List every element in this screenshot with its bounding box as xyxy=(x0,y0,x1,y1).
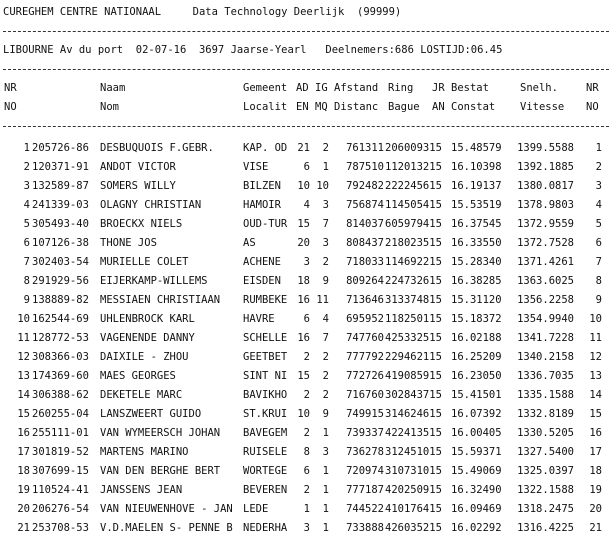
rank-cell: 12 xyxy=(17,351,30,363)
time-cell: 16.38285 xyxy=(451,275,502,287)
rank-cell: 17 xyxy=(17,446,30,458)
distance-cell: 809264 xyxy=(346,275,384,287)
speed-cell: 1336.7035 xyxy=(517,370,574,382)
speed-cell: 1340.2158 xyxy=(517,351,574,363)
time-cell: 16.10398 xyxy=(451,161,502,173)
ring-cell: 420250915 xyxy=(385,484,442,496)
time-cell: 15.59371 xyxy=(451,446,502,458)
entered-cell: 2 xyxy=(303,484,310,496)
prized-cell: 3 xyxy=(322,446,329,458)
time-cell: 16.02292 xyxy=(451,522,502,534)
locality-cell: SCHELLE xyxy=(243,332,288,344)
speed-cell: 1327.5400 xyxy=(517,446,574,458)
rank-cell-right: 15 xyxy=(589,408,602,420)
name-cell: VAN NIEUWENHOVE - JAN xyxy=(100,503,233,515)
license-cell: 120371-91 xyxy=(32,161,89,173)
name-cell: UHLENBROCK KARL xyxy=(100,313,195,325)
license-cell: 308366-03 xyxy=(32,351,89,363)
name-cell: DEKETELE MARC xyxy=(100,389,183,401)
license-cell: 307699-15 xyxy=(32,465,89,477)
rank-cell: 1 xyxy=(23,142,30,154)
column-header: NO xyxy=(4,101,17,113)
divider xyxy=(3,69,609,70)
prized-cell: 2 xyxy=(322,370,329,382)
ring-cell: 313374815 xyxy=(385,294,442,306)
prized-cell: 1 xyxy=(322,503,329,515)
rank-cell: 11 xyxy=(17,332,30,344)
column-header: Constat xyxy=(451,101,496,113)
table-row xyxy=(0,484,612,503)
locality-cell: BAVIKHO xyxy=(243,389,288,401)
license-cell: 107126-38 xyxy=(32,237,89,249)
distance-cell: 695952 xyxy=(346,313,384,325)
prized-cell: 7 xyxy=(322,218,329,230)
ring-cell: 426035215 xyxy=(385,522,442,534)
ring-cell: 114692215 xyxy=(385,256,442,268)
name-cell: MARTENS MARINO xyxy=(100,446,189,458)
license-cell: 253708-53 xyxy=(32,522,89,534)
column-header: Bestat xyxy=(451,82,489,94)
distance-cell: 739337 xyxy=(346,427,384,439)
name-cell: ANDOT VICTOR xyxy=(100,161,176,173)
entered-cell: 6 xyxy=(303,465,310,477)
column-header: EN xyxy=(296,101,309,113)
table-row xyxy=(0,427,612,446)
rank-cell-right: 17 xyxy=(589,446,602,458)
license-cell: 255111-01 xyxy=(32,427,89,439)
speed-cell: 1322.1588 xyxy=(517,484,574,496)
table-row xyxy=(0,294,612,313)
entered-cell: 16 xyxy=(297,294,310,306)
distance-cell: 787510 xyxy=(346,161,384,173)
license-cell: 132589-87 xyxy=(32,180,89,192)
time-cell: 15.31120 xyxy=(451,294,502,306)
distance-cell: 777187 xyxy=(346,484,384,496)
column-header: Localit xyxy=(243,101,288,113)
rank-cell-right: 12 xyxy=(589,351,602,363)
locality-cell: BILZEN xyxy=(243,180,281,192)
entered-cell: 10 xyxy=(297,180,310,192)
rank-cell: 6 xyxy=(23,237,30,249)
rank-cell: 21 xyxy=(17,522,30,534)
rank-cell: 10 xyxy=(17,313,30,325)
distance-cell: 716760 xyxy=(346,389,384,401)
license-cell: 306388-62 xyxy=(32,389,89,401)
distance-cell: 720974 xyxy=(346,465,384,477)
locality-cell: WORTEGE xyxy=(243,465,288,477)
rank-cell-right: 6 xyxy=(595,237,602,249)
distance-cell: 736278 xyxy=(346,446,384,458)
prized-cell: 2 xyxy=(322,389,329,401)
column-header: AD xyxy=(296,82,309,94)
license-cell: 260255-04 xyxy=(32,408,89,420)
time-cell: 16.07392 xyxy=(451,408,502,420)
rank-cell: 20 xyxy=(17,503,30,515)
rank-cell: 16 xyxy=(17,427,30,439)
distance-cell: 749915 xyxy=(346,408,384,420)
column-header: IG xyxy=(315,82,328,94)
license-cell: 205726-86 xyxy=(32,142,89,154)
prized-cell: 1 xyxy=(322,484,329,496)
license-cell: 128772-53 xyxy=(32,332,89,344)
distance-cell: 747760 xyxy=(346,332,384,344)
speed-cell: 1356.2258 xyxy=(517,294,574,306)
name-cell: BROECKX NIELS xyxy=(100,218,183,230)
locality-cell: VISE xyxy=(243,161,269,173)
table-row xyxy=(0,351,612,370)
name-cell: JANSSENS JEAN xyxy=(100,484,183,496)
ring-cell: 118250115 xyxy=(385,313,442,325)
license-cell: 174369-60 xyxy=(32,370,89,382)
time-cell: 16.19137 xyxy=(451,180,502,192)
name-cell: DAIXILE - ZHOU xyxy=(100,351,189,363)
name-cell: OLAGNY CHRISTIAN xyxy=(100,199,202,211)
locality-cell: ACHENE xyxy=(243,256,281,268)
prized-cell: 7 xyxy=(322,332,329,344)
speed-cell: 1363.6025 xyxy=(517,275,574,287)
rank-cell-right: 19 xyxy=(589,484,602,496)
prized-cell: 2 xyxy=(322,256,329,268)
entered-cell: 16 xyxy=(297,332,310,344)
ring-cell: 112013215 xyxy=(385,161,442,173)
license-cell: 301819-52 xyxy=(32,446,89,458)
table-row xyxy=(0,370,612,389)
locality-cell: NEDERHA xyxy=(243,522,288,534)
ring-cell: 218023515 xyxy=(385,237,442,249)
entered-cell: 15 xyxy=(297,370,310,382)
rank-cell-right: 18 xyxy=(589,465,602,477)
ring-cell: 302843715 xyxy=(385,389,442,401)
speed-cell: 1378.9803 xyxy=(517,199,574,211)
license-cell: 138889-82 xyxy=(32,294,89,306)
rank-cell-right: 3 xyxy=(595,180,602,192)
speed-cell: 1332.8189 xyxy=(517,408,574,420)
license-cell: 110524-41 xyxy=(32,484,89,496)
column-header: Vitesse xyxy=(520,101,565,113)
speed-cell: 1380.0817 xyxy=(517,180,574,192)
rank-cell: 18 xyxy=(17,465,30,477)
time-cell: 16.37545 xyxy=(451,218,502,230)
table-row xyxy=(0,256,612,275)
ring-cell: 312451015 xyxy=(385,446,442,458)
name-cell: MESSIAEN CHRISTIAAN xyxy=(100,294,221,306)
entered-cell: 2 xyxy=(303,389,310,401)
table-row xyxy=(0,237,612,256)
ring-cell: 410176415 xyxy=(385,503,442,515)
speed-cell: 1371.4261 xyxy=(517,256,574,268)
entered-cell: 3 xyxy=(303,256,310,268)
prized-cell: 4 xyxy=(322,313,329,325)
locality-cell: OUD-TUR xyxy=(243,218,288,230)
prized-cell: 9 xyxy=(322,408,329,420)
column-header: NO xyxy=(586,101,599,113)
rank-cell-right: 5 xyxy=(595,218,602,230)
rank-cell-right: 11 xyxy=(589,332,602,344)
entered-cell: 1 xyxy=(303,503,310,515)
divider xyxy=(3,126,609,127)
ring-cell: 422413515 xyxy=(385,427,442,439)
speed-cell: 1335.1588 xyxy=(517,389,574,401)
column-header: NR xyxy=(4,82,17,94)
locality-cell: BEVEREN xyxy=(243,484,288,496)
column-header: MQ xyxy=(315,101,328,113)
rank-cell-right: 10 xyxy=(589,313,602,325)
distance-cell: 718033 xyxy=(346,256,384,268)
rank-cell-right: 14 xyxy=(589,389,602,401)
speed-cell: 1316.4225 xyxy=(517,522,574,534)
table-row xyxy=(0,465,612,484)
table-row xyxy=(0,161,612,180)
distance-cell: 744522 xyxy=(346,503,384,515)
column-header: Nom xyxy=(100,101,119,113)
name-cell: VAN DEN BERGHE BERT xyxy=(100,465,221,477)
rank-cell-right: 21 xyxy=(589,522,602,534)
rank-cell-right: 20 xyxy=(589,503,602,515)
rank-cell-right: 13 xyxy=(589,370,602,382)
ring-cell: 425332515 xyxy=(385,332,442,344)
speed-cell: 1341.7228 xyxy=(517,332,574,344)
table-row xyxy=(0,522,612,541)
locality-cell: RUISELE xyxy=(243,446,288,458)
rank-cell: 8 xyxy=(23,275,30,287)
column-header-row-2 xyxy=(0,101,612,141)
time-cell: 16.02188 xyxy=(451,332,502,344)
column-header: Distanc xyxy=(334,101,379,113)
prized-cell: 9 xyxy=(322,275,329,287)
name-cell: THONE JOS xyxy=(100,237,157,249)
ring-cell: 419085915 xyxy=(385,370,442,382)
prized-cell: 1 xyxy=(322,161,329,173)
distance-cell: 772726 xyxy=(346,370,384,382)
rank-cell: 5 xyxy=(23,218,30,230)
column-header: Afstand xyxy=(334,82,379,94)
time-cell: 16.09469 xyxy=(451,503,502,515)
distance-cell: 814037 xyxy=(346,218,384,230)
locality-cell: AS xyxy=(243,237,256,249)
column-header: Naam xyxy=(100,82,126,94)
time-cell: 15.53519 xyxy=(451,199,502,211)
license-cell: 291929-56 xyxy=(32,275,89,287)
entered-cell: 21 xyxy=(297,142,310,154)
distance-cell: 777792 xyxy=(346,351,384,363)
entered-cell: 20 xyxy=(297,237,310,249)
rank-cell: 4 xyxy=(23,199,30,211)
column-header: Ring xyxy=(388,82,414,94)
ring-cell: 114505415 xyxy=(385,199,442,211)
rank-cell-right: 4 xyxy=(595,199,602,211)
name-cell: MURIELLE COLET xyxy=(100,256,189,268)
time-cell: 16.23050 xyxy=(451,370,502,382)
ring-cell: 314624615 xyxy=(385,408,442,420)
entered-cell: 4 xyxy=(303,199,310,211)
speed-cell: 1325.0397 xyxy=(517,465,574,477)
distance-cell: 792482 xyxy=(346,180,384,192)
time-cell: 16.33550 xyxy=(451,237,502,249)
time-cell: 15.48579 xyxy=(451,142,502,154)
name-cell: SOMERS WILLY xyxy=(100,180,176,192)
time-cell: 15.41501 xyxy=(451,389,502,401)
rank-cell-right: 16 xyxy=(589,427,602,439)
ring-cell: 310731015 xyxy=(385,465,442,477)
table-row xyxy=(0,199,612,218)
entered-cell: 2 xyxy=(303,427,310,439)
prized-cell: 11 xyxy=(316,294,329,306)
rank-cell-right: 1 xyxy=(595,142,602,154)
table-row xyxy=(0,332,612,351)
distance-cell: 756874 xyxy=(346,199,384,211)
rank-cell: 13 xyxy=(17,370,30,382)
ring-cell: 206009315 xyxy=(385,142,442,154)
table-row xyxy=(0,142,612,161)
time-cell: 15.28340 xyxy=(451,256,502,268)
distance-cell: 713646 xyxy=(346,294,384,306)
name-cell: V.D.MAELEN S- PENNE B xyxy=(100,522,233,534)
race-info: LIBOURNE Av du port 02-07-16 3697 Jaarse-Yearl Deelnemers:686 LOSTIJD:06.45 xyxy=(3,44,503,56)
entered-cell: 2 xyxy=(303,351,310,363)
name-cell: EIJERKAMP-WILLEMS xyxy=(100,275,208,287)
distance-cell: 733888 xyxy=(346,522,384,534)
rank-cell: 15 xyxy=(17,408,30,420)
prized-cell: 2 xyxy=(322,351,329,363)
rank-cell: 2 xyxy=(23,161,30,173)
license-cell: 302403-54 xyxy=(32,256,89,268)
column-header: Gemeent xyxy=(243,82,288,94)
locality-cell: ST.KRUI xyxy=(243,408,288,420)
time-cell: 16.25209 xyxy=(451,351,502,363)
rank-cell: 3 xyxy=(23,180,30,192)
locality-cell: RUMBEKE xyxy=(243,294,288,306)
name-cell: VAGENENDE DANNY xyxy=(100,332,195,344)
divider xyxy=(3,31,609,32)
prized-cell: 3 xyxy=(322,199,329,211)
table-row xyxy=(0,275,612,294)
ring-cell: 605979415 xyxy=(385,218,442,230)
time-cell: 15.18372 xyxy=(451,313,502,325)
locality-cell: GEETBET xyxy=(243,351,288,363)
table-row xyxy=(0,408,612,427)
time-cell: 15.49069 xyxy=(451,465,502,477)
locality-cell: KAP. OD xyxy=(243,142,288,154)
column-header: Snelh. xyxy=(520,82,558,94)
time-cell: 16.32490 xyxy=(451,484,502,496)
table-row xyxy=(0,218,612,237)
entered-cell: 3 xyxy=(303,522,310,534)
license-cell: 305493-40 xyxy=(32,218,89,230)
rank-cell-right: 7 xyxy=(595,256,602,268)
speed-cell: 1399.5588 xyxy=(517,142,574,154)
prized-cell: 1 xyxy=(322,465,329,477)
speed-cell: 1330.5205 xyxy=(517,427,574,439)
prized-cell: 10 xyxy=(316,180,329,192)
table-row xyxy=(0,446,612,465)
report-title: CUREGHEM CENTRE NATIONAAL Data Technology Deerlijk (99999) xyxy=(3,6,402,18)
rank-cell: 9 xyxy=(23,294,30,306)
entered-cell: 6 xyxy=(303,161,310,173)
speed-cell: 1354.9940 xyxy=(517,313,574,325)
rank-cell-right: 9 xyxy=(595,294,602,306)
rank-cell: 19 xyxy=(17,484,30,496)
speed-cell: 1392.1885 xyxy=(517,161,574,173)
rank-cell-right: 8 xyxy=(595,275,602,287)
speed-cell: 1372.7528 xyxy=(517,237,574,249)
column-header: NR xyxy=(586,82,599,94)
table-row xyxy=(0,503,612,522)
ring-cell: 229462115 xyxy=(385,351,442,363)
locality-cell: BAVEGEM xyxy=(243,427,288,439)
locality-cell: HAVRE xyxy=(243,313,275,325)
entered-cell: 15 xyxy=(297,218,310,230)
entered-cell: 6 xyxy=(303,313,310,325)
prized-cell: 3 xyxy=(322,237,329,249)
ring-cell: 222245615 xyxy=(385,180,442,192)
speed-cell: 1318.2475 xyxy=(517,503,574,515)
license-cell: 241339-03 xyxy=(32,199,89,211)
time-cell: 16.00405 xyxy=(451,427,502,439)
rank-cell-right: 2 xyxy=(595,161,602,173)
table-row xyxy=(0,180,612,199)
name-cell: LANSZWEERT GUIDO xyxy=(100,408,202,420)
locality-cell: LEDE xyxy=(243,503,269,515)
table-row xyxy=(0,313,612,332)
entered-cell: 10 xyxy=(297,408,310,420)
distance-cell: 761311 xyxy=(346,142,384,154)
locality-cell: HAMOIR xyxy=(243,199,281,211)
speed-cell: 1372.9559 xyxy=(517,218,574,230)
prized-cell: 1 xyxy=(322,522,329,534)
locality-cell: SINT NI xyxy=(243,370,288,382)
license-cell: 162544-69 xyxy=(32,313,89,325)
distance-cell: 808437 xyxy=(346,237,384,249)
column-header: Bague xyxy=(388,101,420,113)
column-header: AN xyxy=(432,101,445,113)
name-cell: DESBUQUOIS F.GEBR. xyxy=(100,142,214,154)
license-cell: 206276-54 xyxy=(32,503,89,515)
rank-cell: 7 xyxy=(23,256,30,268)
locality-cell: EISDEN xyxy=(243,275,281,287)
column-header: JR xyxy=(432,82,445,94)
entered-cell: 18 xyxy=(297,275,310,287)
rank-cell: 14 xyxy=(17,389,30,401)
entered-cell: 8 xyxy=(303,446,310,458)
table-row xyxy=(0,389,612,408)
prized-cell: 2 xyxy=(322,142,329,154)
ring-cell: 224732615 xyxy=(385,275,442,287)
name-cell: MAES GEORGES xyxy=(100,370,176,382)
prized-cell: 1 xyxy=(322,427,329,439)
name-cell: VAN WYMEERSCH JOHAN xyxy=(100,427,221,439)
